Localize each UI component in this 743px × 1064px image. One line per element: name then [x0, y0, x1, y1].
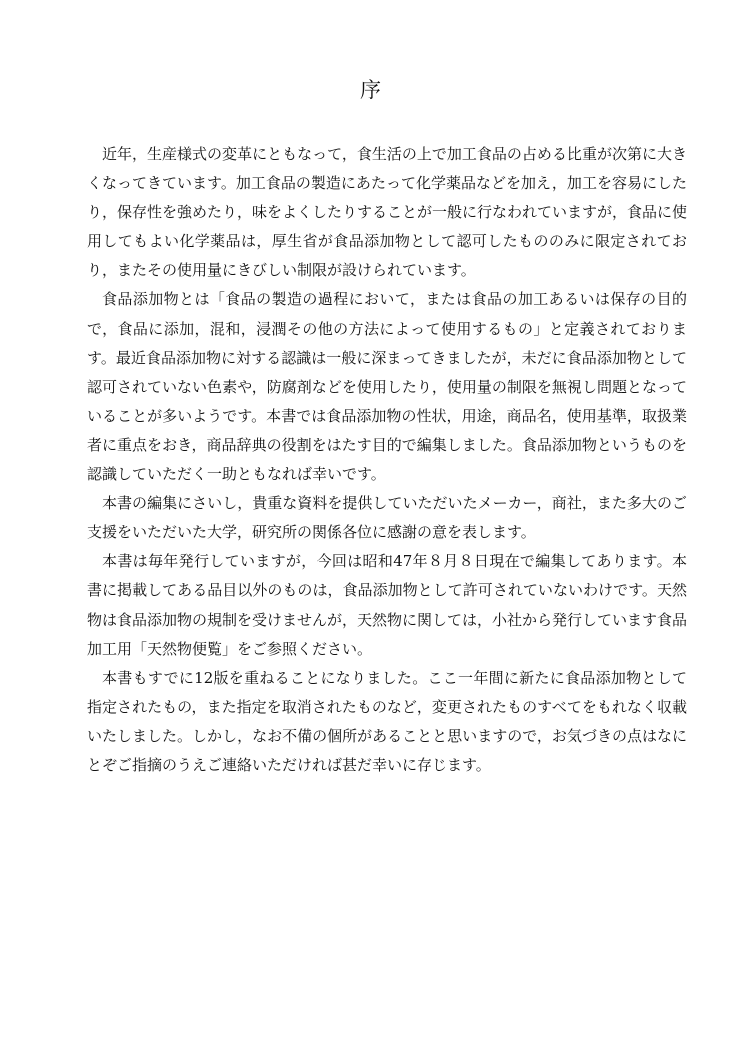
paragraph-3: 本書の編集にさいし，貴重な資料を提供していただいたメーカー，商社，また多大のご支援をいただいた大学，研究所の関係各位に感謝の意を表します。 — [87, 494, 687, 542]
paragraph-5: 本書もすでに12版を重ねることになりました。ここ一年間に新たに食品添加物として指定されたもの，また指定を取消されたものなど，変更されたものすべてをもれなく収載いたしました。しかし，なお不備の個所があることと思いますので，お気づきの点はなにとぞご指摘のうえご連絡いただければ甚だ幸いに存じます。 — [87, 668, 687, 774]
paragraph-4: 本書は毎年発行していますが，今回は昭和47年８月８日現在で編集してあります。本書に掲載してある品目以外のものは，食品添加物として許可されていないわけです。天然物は食品添加物の規制を受けませんが，天然物に関しては，小社から発行しています食品加工用「天然物便覧」をご参照ください。 — [87, 552, 688, 658]
paragraph-1: 近年，生産様式の変革にともなって，食生活の上で加工食品の占める比重が次第に大きくなってきています。加工食品の製造にあたって化学薬品などを加え，加工を容易にしたり，保存性を強めたり，味をよくしたりすることが一般に行なわれていますが，食品に使用してもよい化学薬品は，厚生省が食品添加物として認可したもののみに限定されており，またその使用量にきびしい制限が設けられています。 — [87, 145, 688, 280]
page-title: 序 — [360, 78, 383, 102]
paragraph-2: 食品添加物とは「食品の製造の過程において，または食品の加工あるいは保存の目的で，食品に添加，混和，浸潤その他の方法によって使用するもの」と定義されております。最近食品添加物に対する認識は一般に深まってきましたが，未だに食品添加物として認可されていない色素や，防腐剤などを使用したり，使用量の制限を無視し問題となっていることが多いようです。本書では食品添加物の性状，用途，商品名，使用基準，取扱業者に重点をおき，商品辞典の役割をはたす目的で編集しました。食品添加物というものを認識していただく一助ともなれば幸いです。 — [87, 290, 687, 484]
preface-body — [87, 140, 687, 780]
